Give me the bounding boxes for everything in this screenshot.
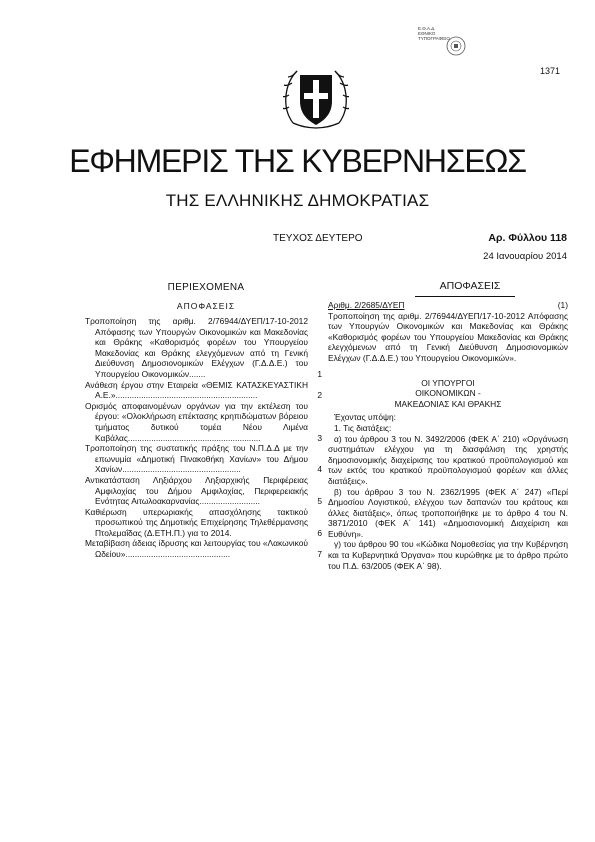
issue-label: ΤΕΥΧΟΣ ΔΕΥΤΕΡΟ [273,233,363,244]
qr-label-line: ΕΘΝΙΚΟ [418,31,436,36]
toc-item-page: 4 [317,464,322,475]
toc-item [85,507,322,539]
table-of-contents [85,316,322,560]
decision-ref-number: (1) [557,300,568,310]
decision-paragraph: Έχοντας υπόψη: [334,412,396,423]
toc-item-text: Ορισμός αποφαινομένων οργάνων για την εκτέλεση του έργου: «Ολοκλήρωση επέκτασης κρηπιδώματων βόρειου τμήματος δυτικού τομέα Νέου Λιμένα Καβάλας......................................................... [85,400,308,443]
toc-item-text: Αντικατάσταση Ληξιάρχου Ληξιαρχικής Περιφέρειας Αμφιλοχίας του Δήμου Αμφιλοχίας, Περιφερειακής Ενότητας Αιτωλοακαρνανίας.......................... [85,474,308,507]
toc-item-page: 5 [317,496,322,507]
toc-item-text: Τροποποίηση της αριθμ. 2/76944/ΔΥΕΠ/17-10-2012 Απόφασης των Υπουργών Οικονομικών και Μακεδονίας και Θράκης «Καθορισμός φορέων του Υπουργείου Μακεδονίας και Θράκης ελεγχόμενων από τη Γενική Διεύθυνση Δημοσιονομικών Ελέγχων (Γ.Δ.Δ.Ε.) του Υπουργείου Οικονομικών....... [85,316,308,379]
heading-divider [415,296,515,297]
qr-label-line: ΤΥΠΟΓΡΑΦΕΙΟ [418,36,450,41]
authority-line: ΟΙ ΥΠΟΥΡΓΟΙ [421,377,475,388]
toc-item-text: Καθιέρωση υπερωριακής απασχόλησης τακτικού προσωπικού της Δημοτικής Επιχείρησης Τηλεθέρμανσης Πτολεμαΐδας (Δ.ΕΤΗ.Π.) για το 2014. [85,506,308,538]
toc-item-page: 7 [317,549,322,560]
toc-subheading: ΑΠΟΦΑΣΕΙΣ [176,301,236,311]
toc-item-page: 3 [317,432,322,443]
decisions-heading: ΑΠΟΦΑΣΕΙΣ [439,280,501,292]
qr-label-line: Ε.Θ.Α.Δ. [418,26,436,31]
toc-item-page: 6 [317,527,322,538]
sheet-number: Αρ. Φύλλου 118 [488,232,567,244]
decision-ref-label: Αριθμ. 2/2685/ΔΥΕΠ [328,300,405,310]
decision-body [328,300,568,571]
issue-date: 24 Ιανουαρίου 2014 [483,251,567,262]
masthead-title: ΕΦΗΜΕΡΙΣ ΤΗΣ ΚΥΒΕΡΝΗΣΕΩΣ [69,143,526,179]
toc-item-text: Ανάθεση έργου στην Εταιρεία «ΘΕΜΙΣ ΚΑΤΑΣΚΕΥΑΣΤΙΚΗ Α.Ε.»............................................................. [85,379,308,401]
decision-paragraph: γ) του άρθρου 90 του «Κώδικα Νομοθεσίας για την Κυβέρνηση και τα Κυβερνητικά Όργανα» που κυρώθηκε με το άρθρο πρώτο του Π.Δ. 63/2005 (ΦΕΚ Α΄ 98). [328,539,568,571]
toc-item [85,475,322,507]
authority-line: ΜΑΚΕΔΟΝΙΑΣ ΚΑΙ ΘΡΑΚΗΣ [394,398,502,409]
toc-item-text: Τροποποίηση της συστατικής πράξης του Ν.Π.Δ.Δ με την επωνυμία «Δημοτική Πινακοθήκη Χανίων» του Δήμου Χανίων................................................... [85,443,308,475]
toc-item [85,443,322,475]
toc-heading: ΠΕΡΙΕΧΟΜΕΝΑ [167,282,245,293]
toc-item-page: 2 [317,390,322,401]
decision-reference [328,300,568,311]
decision-paragraph: β) του άρθρου 3 του Ν. 2362/1995 (ΦΕΚ Α΄ 247) «Περί Δημοσίου Λογιστικού, ελέγχου των δαπανών του κράτους και άλλες διατάξεις», όπως τροποποιήθηκε με το άρθρο 4 του Ν. 3871/2010 (ΦΕΚ Α΄ 141) «Δημοσιονομική Διαχείριση και Ευθύνη». [328,486,568,539]
toc-item-text: Μεταβίβαση άδειας ίδρυσης και λειτουργίας του «Λακωνικού Ωδείου»............................................. [85,538,308,560]
greek-coat-of-arms-icon [283,63,349,131]
masthead-subtitle: ΤΗΣ ΕΛΛΗΝΙΚΗΣ ΔΗΜΟΚΡΑΤΙΑΣ [165,191,430,210]
toc-item [85,538,322,559]
toc-item [85,316,322,380]
decision-paragraph: α) του άρθρου 3 του Ν. 3492/2006 (ΦΕΚ Α΄ 210) «Οργάνωση συστημάτων ελέγχου για τη διασφάλιση της χρηστής δημοσιονομικής διαχείρισης του κρατικού προϋπολογισμού και των εκτός του κρατικού προϋπολογισμού φορέων και άλλες διατάξεις». [328,433,568,486]
decision-paragraph: 1. Τις διατάξεις: [334,422,392,433]
authority-line: ΟΙΚΟΝΟΜΙΚΩΝ - [415,388,481,399]
toc-item-page: 1 [317,368,322,379]
toc-item [85,401,322,443]
toc-item [85,380,322,401]
decision-summary: Τροποποίηση της αριθμ. 2/76944/ΔΥΕΠ/17-10-2012 Απόφασης των Υπουργών Οικονομικών και Μακεδονίας και Θράκης «Καθορισμός φορέων του Υπουργείου Μακεδονίας και Θράκης ελεγχόμενων από τη Γενική Διεύθυνση Δημοσιονομικών Ελέγχων (Γ.Δ.Δ.Ε.) του Υπουργείου Οικονομικών». [328,310,568,363]
qr-code [418,26,466,64]
page-number: 1371 [540,66,561,76]
qr-seal-icon [446,36,466,56]
